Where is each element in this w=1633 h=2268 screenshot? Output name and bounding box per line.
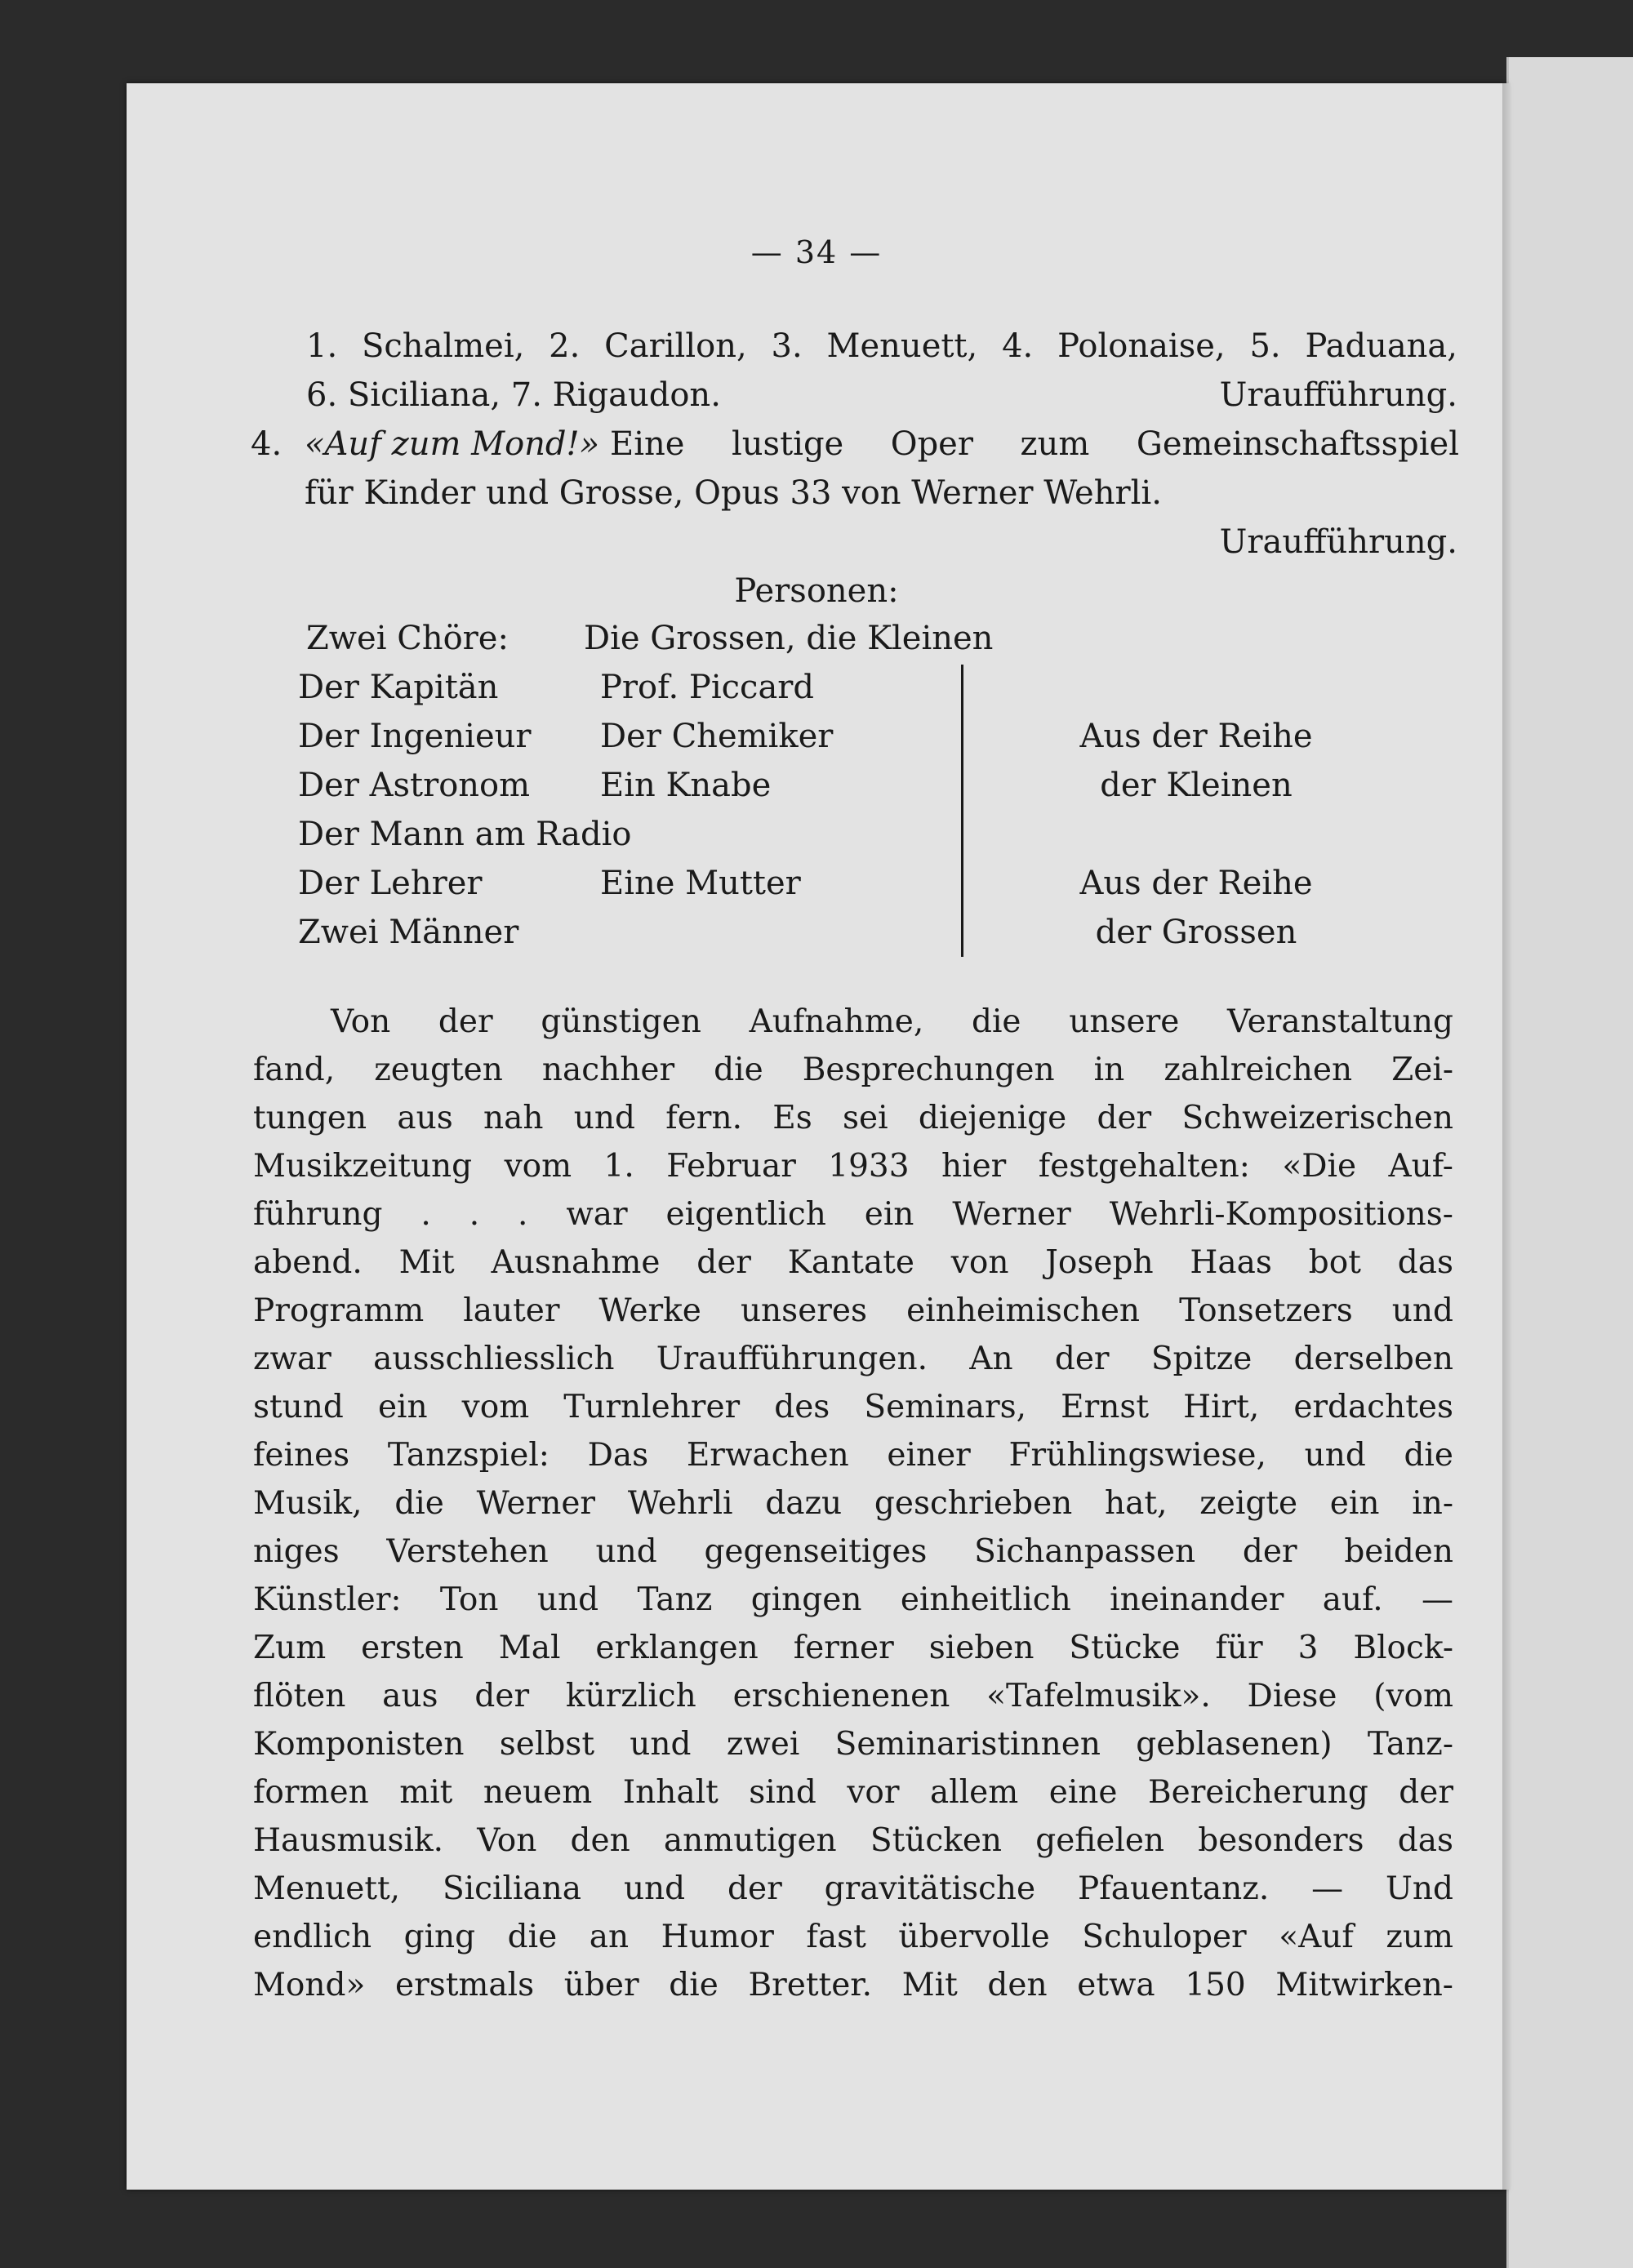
body-line: zwar ausschliesslich Uraufführungen. An der Spitze derselben	[253, 1341, 1453, 1377]
body-line: Komponisten selbst und zwei Seminaristinnen geblasenen) Tanz-	[253, 1726, 1453, 1763]
facing-page-edge	[1506, 57, 1633, 2268]
body-line: Musikzeitung vom 1. Februar 1933 hier festgehalten: «Die Auf-	[253, 1148, 1453, 1185]
cast-role: Zwei Männer	[298, 914, 519, 951]
choirs-label: Zwei Chöre:	[306, 620, 509, 657]
cast-role: Prof. Piccard	[600, 669, 815, 706]
premiere-note-2: Uraufführung.	[1219, 523, 1457, 561]
body-line: Programm lauter Werke unseres einheimischen Tonsetzers und	[253, 1292, 1453, 1329]
opera-title: «Auf zum Mond!»	[305, 425, 600, 463]
cast-role: Ein Knabe	[600, 767, 772, 804]
body-line: Von der günstigen Aufnahme, die unsere Veranstaltung	[331, 1003, 1453, 1040]
body-line: Musik, die Werner Wehrli dazu geschrieben hat, zeigte ein in-	[253, 1485, 1453, 1522]
cast-role: Eine Mutter	[600, 865, 801, 902]
program-list-line-1: 1. Schalmei, 2. Carillon, 3. Menuett, 4. Polonaise, 5. Paduana,	[306, 327, 1457, 365]
cast-role: Der Mann am Radio	[298, 816, 632, 853]
group-small-line-2: der Kleinen	[1100, 767, 1293, 804]
body-line: feines Tanzspiel: Das Erwachen einer Frühlingswiese, und die	[253, 1437, 1453, 1474]
opera-description-line-2: für Kinder und Grosse, Opus 33 von Werner Wehrli.	[305, 474, 1162, 512]
premiere-note-1: Uraufführung.	[1219, 376, 1457, 414]
body-line: Menuett, Siciliana und der gravitätische Pfauentanz. — Und	[253, 1870, 1453, 1907]
item-4-number: 4.	[251, 425, 283, 463]
body-line: Zum ersten Mal erklangen ferner sieben Stücke für 3 Block-	[253, 1630, 1453, 1666]
body-line: fand, zeugten nachher die Besprechungen in zahlreichen Zei-	[253, 1052, 1453, 1088]
brace-big-group	[961, 859, 963, 957]
body-line: Hausmusik. Von den anmutigen Stücken gefielen besonders das	[253, 1822, 1453, 1859]
body-line: führung . . . war eigentlich ein Werner Wehrli-Kompositions-	[253, 1196, 1453, 1233]
cast-role: Der Ingenieur	[298, 718, 532, 755]
program-list-line-2: 6. Siciliana, 7. Rigaudon.	[306, 376, 721, 414]
cast-role: Der Lehrer	[298, 865, 483, 902]
cast-role: Der Astronom	[298, 767, 531, 804]
body-line: flöten aus der kürzlich erschienenen «Tafelmusik». Diese (vom	[253, 1678, 1453, 1714]
group-big-line-1: Aus der Reihe	[1079, 865, 1313, 902]
body-line: stund ein vom Turnlehrer des Seminars, Ernst Hirt, erdachtes	[253, 1389, 1453, 1425]
cast-role: Der Kapitän	[298, 669, 499, 706]
choirs-value: Die Grossen, die Kleinen	[584, 620, 994, 657]
page-number: — 34 —	[750, 234, 883, 270]
body-line: tungen aus nah und fern. Es sei diejenige der Schweizerischen	[253, 1100, 1453, 1136]
page-content	[127, 83, 1506, 2190]
body-line: Mond» erstmals über die Bretter. Mit den etwa 150 Mitwirken-	[253, 1967, 1453, 2003]
body-line: formen mit neuem Inhalt sind vor allem eine Bereicherung der	[253, 1774, 1453, 1811]
body-line: endlich ging die an Humor fast übervolle Schuloper «Auf zum	[253, 1919, 1453, 1955]
cast-heading: Personen:	[734, 572, 899, 610]
group-big-line-2: der Grossen	[1095, 914, 1297, 951]
body-line: Künstler: Ton und Tanz gingen einheitlich ineinander auf. —	[253, 1581, 1453, 1618]
body-line: niges Verstehen und gegenseitiges Sichanpassen der beiden	[253, 1533, 1453, 1570]
opera-description: Eine lustige Oper zum Gemeinschaftsspiel	[610, 425, 1459, 463]
body-line: abend. Mit Ausnahme der Kantate von Joseph Haas bot das	[253, 1244, 1453, 1281]
cast-role: Der Chemiker	[600, 718, 834, 755]
group-small-line-1: Aus der Reihe	[1079, 718, 1313, 755]
